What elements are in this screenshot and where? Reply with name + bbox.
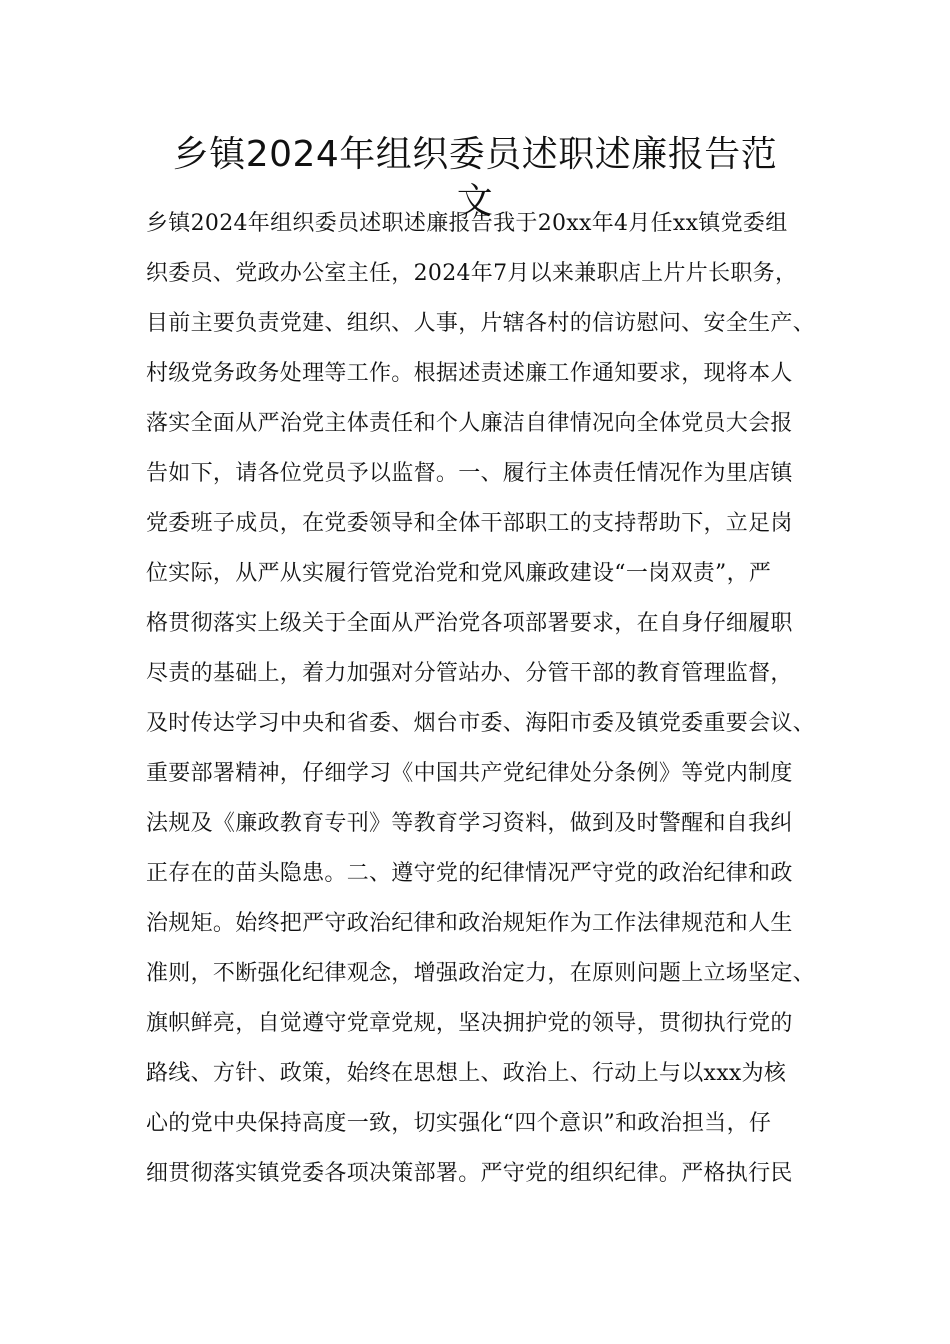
body-line: 目前主要负责党建、组织、人事，片辖各村的信访慰问、安全生产、 [146,311,816,336]
body-line: 落实全面从严治党主体责任和个人廉洁自律情况向全体党员大会报 [146,411,793,436]
body-line: 及时传达学习中央和省委、烟台市委、海阳市委及镇党委重要会议、 [146,711,816,736]
body-line: 准则，不断强化纪律观念，增强政治定力，在原则问题上立场坚定、 [146,961,816,986]
body-line: 重要部署精神，仔细学习《中国共产党纪律处分条例》等党内制度 [146,761,793,786]
body-line: 旗帜鲜亮，自觉遵守党章党规，坚决拥护党的领导，贯彻执行党的 [146,1011,793,1036]
body-line: 尽责的基础上，着力加强对分管站办、分管干部的教育管理监督， [146,661,793,686]
body-line: 党委班子成员，在党委领导和全体干部职工的支持帮助下，立足岗 [146,511,793,536]
document-title-line-2: 文 [456,181,494,222]
body-line: 织委员、党政办公室主任，2024年7月以来兼职店上片片长职务， [146,261,798,286]
body-line: 位实际，从严从实履行管党治党和党风廉政建设“一岗双责”，严 [146,561,772,586]
body-line: 乡镇2024年组织委员述职述廉报告我于20xx年4月任xx镇党委组 [146,211,788,236]
body-line: 治规矩。始终把严守政治纪律和政治规矩作为工作法律规范和人生 [146,911,793,936]
body-line: 告如下，请各位党员予以监督。一、履行主体责任情况作为里店镇 [146,461,793,486]
body-line: 法规及《廉政教育专刊》等教育学习资料，做到及时警醒和自我纠 [146,811,793,836]
body-line: 格贯彻落实上级关于全面从严治党各项部署要求，在自身仔细履职 [146,611,793,636]
body-line: 心的党中央保持高度一致，切实强化“四个意识”和政治担当，仔 [146,1111,772,1136]
body-line: 村级党务政务处理等工作。根据述责述廉工作通知要求，现将本人 [146,361,793,386]
body-line: 正存在的苗头隐患。二、遵守党的纪律情况严守党的政治纪律和政 [146,861,793,886]
body-line: 细贯彻落实镇党委各项决策部署。严守党的组织纪律。严格执行民 [146,1161,793,1186]
document-title-line-1: 乡镇2024年组织委员述职述廉报告范 [172,134,778,175]
body-line: 路线、方针、政策，始终在思想上、政治上、行动上与以xxx为核 [146,1061,787,1086]
